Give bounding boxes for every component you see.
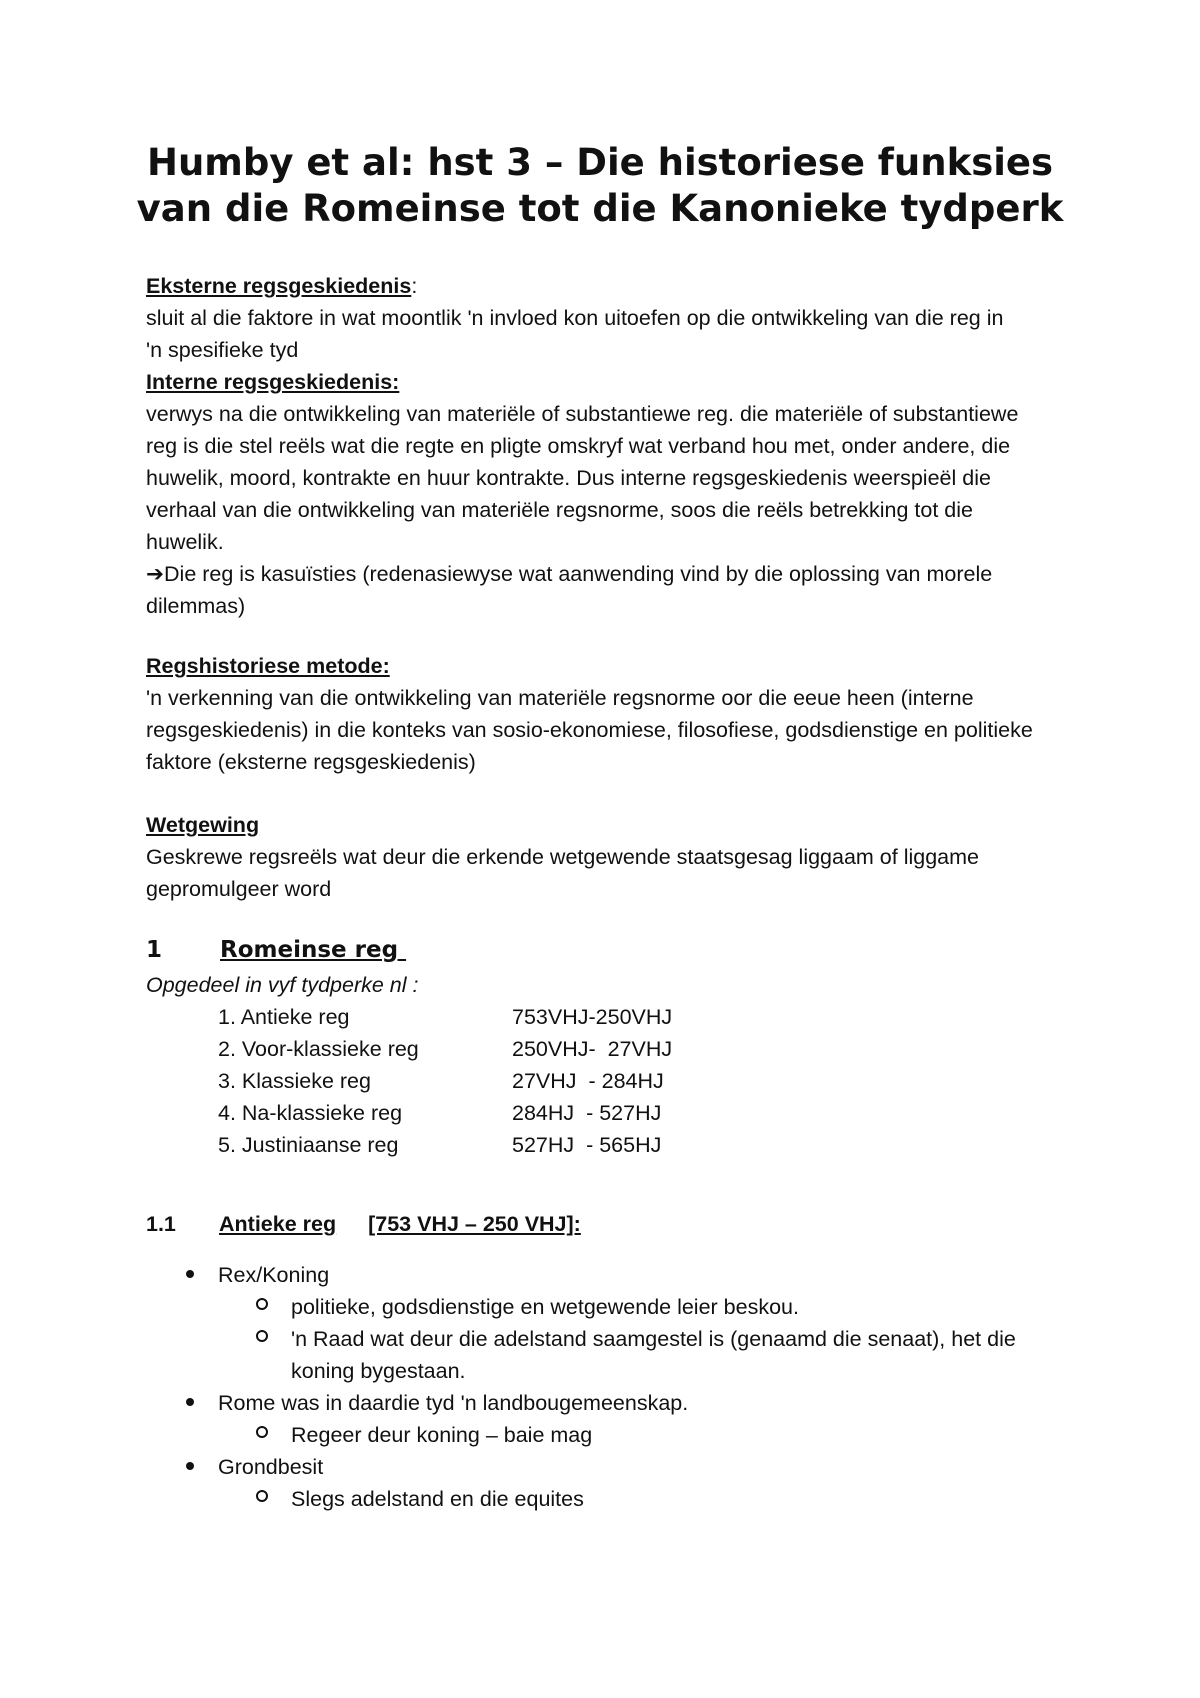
- metode-line-3: faktore (eksterne regsgeskiedenis): [146, 750, 476, 774]
- period-dates: 753VHJ-250VHJ: [512, 1005, 673, 1029]
- interne-line-3: huwelik, moord, kontrakte en huur kontrakte. Dus interne regsgeskiedenis weerspieël die: [146, 466, 991, 490]
- period-row: [218, 1065, 664, 1097]
- period-row: [218, 1129, 662, 1161]
- section-1-1-heading: [146, 1212, 581, 1237]
- eksterne-line-1: sluit al die faktore in wat moontlik 'n invloed kon uitoefen op die ontwikkeling van die reg in: [146, 306, 1004, 330]
- metode-heading: Regshistoriese metode:: [146, 654, 390, 678]
- interne-line-5: huwelik.: [146, 530, 224, 554]
- bullet-circle-icon: [256, 1490, 268, 1502]
- sub-bullet-item: Slegs adelstand en die equites: [291, 1487, 584, 1511]
- sub-bullet-item: 'n Raad wat deur die adelstand saamgestel is (genaamd die senaat), het die: [291, 1327, 1016, 1351]
- metode-section: [146, 650, 1106, 778]
- period-name: 2. Voor-klassieke reg: [218, 1037, 419, 1061]
- bullet-item: Grondbesit: [218, 1455, 324, 1479]
- sub-bullet-item-continued: koning bygestaan.: [291, 1359, 466, 1383]
- bullet-dot-icon: [186, 1462, 194, 1470]
- period-dates: 250VHJ- 27VHJ: [512, 1037, 673, 1061]
- bullet-dot-icon: [186, 1270, 194, 1278]
- wetgewing-section: [146, 809, 1106, 905]
- section-1-intro: Opgedeel in vyf tydperke nl :: [146, 973, 419, 997]
- metode-line-1: 'n verkenning van die ontwikkeling van materiële regsnorme oor die eeue heen (interne: [146, 686, 974, 710]
- eksterne-colon: :: [411, 274, 418, 298]
- metode-line-2: regsgeskiedenis) in die konteks van sosio-ekonomiese, filosofiese, godsdienstige en politieke: [146, 718, 1033, 742]
- eksterne-section: [146, 270, 1106, 622]
- bullet-dot-icon: [186, 1398, 194, 1406]
- period-row: [218, 1097, 662, 1129]
- bullet-circle-icon: [256, 1426, 268, 1438]
- section-1-number: 1: [146, 937, 163, 963]
- period-dates: 284HJ - 527HJ: [512, 1101, 662, 1125]
- bullet-item: Rex/Koning: [218, 1263, 330, 1287]
- section-1-1-dates: [753 VHJ – 250 VHJ]:: [368, 1212, 581, 1236]
- interne-arrow-line-2: dilemmas): [146, 594, 246, 618]
- period-dates: 27VHJ - 284HJ: [512, 1069, 664, 1093]
- period-name: 3. Klassieke reg: [218, 1069, 371, 1093]
- section-1-title: Romeinse reg: [220, 937, 399, 963]
- section-1-1-number: 1.1: [146, 1212, 176, 1236]
- period-row: [218, 1033, 673, 1065]
- bullet-circle-icon: [256, 1298, 268, 1310]
- section-1-heading: [146, 937, 406, 963]
- wetgewing-heading: Wetgewing: [146, 813, 260, 837]
- bullet-item: Rome was in daardie tyd 'n landbougemeenskap.: [218, 1391, 689, 1415]
- interne-line-4: verhaal van die ontwikkeling van materiële regsnorme, soos die reëls betrekking tot die: [146, 498, 973, 522]
- title-line-1: Humby et al: hst 3 – Die historiese funksies: [146, 141, 1054, 184]
- period-name: 4. Na-klassieke reg: [218, 1101, 403, 1125]
- interne-line-1: verwys na die ontwikkeling van materiële of substantiewe reg. die materiële of substantiewe: [146, 402, 1019, 426]
- title-line-2: van die Romeinse tot die Kanonieke tydperk: [136, 187, 1064, 230]
- interne-heading: Interne regsgeskiedenis:: [146, 370, 400, 394]
- arrow-icon: ➔: [146, 562, 165, 586]
- sub-bullet-item: Regeer deur koning – baie mag: [291, 1423, 593, 1447]
- wetgewing-line-1: Geskrewe regsreëls wat deur die erkende wetgewende staatsgesag liggaam of liggame: [146, 845, 979, 869]
- period-name: 1. Antieke reg: [218, 1005, 350, 1029]
- eksterne-heading: Eksterne regsgeskiedenis: [146, 274, 412, 298]
- page-title: [90, 140, 1110, 232]
- eksterne-line-2: 'n spesifieke tyd: [146, 338, 299, 362]
- period-dates: 527HJ - 565HJ: [512, 1133, 662, 1157]
- interne-line-2: reg is die stel reëls wat die regte en pligte omskryf wat verband hou met, onder andere, die: [146, 434, 1011, 458]
- sub-bullet-item: politieke, godsdienstige en wetgewende leier beskou.: [291, 1295, 799, 1319]
- period-name: 5. Justiniaanse reg: [218, 1133, 399, 1157]
- section-1-1-title: Antieke reg: [219, 1212, 337, 1236]
- interne-arrow-line-1: Die reg is kasuïsties (redenasiewyse wat aanwending vind by die oplossing van morele: [164, 562, 993, 586]
- bullet-circle-icon: [256, 1330, 268, 1342]
- period-row: [218, 1001, 673, 1033]
- wetgewing-line-2: gepromulgeer word: [146, 877, 332, 901]
